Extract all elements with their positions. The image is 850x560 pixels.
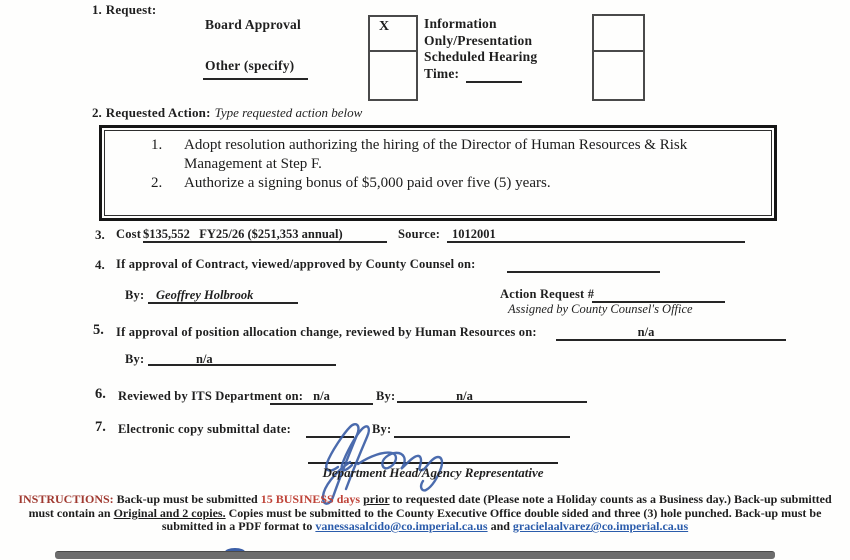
section4-by-label: By: [125,288,145,302]
signature-caption: Department Head/Agency Representative [322,465,544,480]
source-value: 1012001 [447,227,745,243]
action-request-blank [592,287,725,303]
section2-number: 2. [92,105,102,120]
requested-action-box [99,125,777,221]
instructions-prior: prior [363,492,390,506]
action-item-2-number: 2. [151,175,163,191]
requested-action-box-inner [104,130,772,216]
section7-by-label: By: [372,422,392,436]
scheduled-hearing-checkbox [594,52,643,99]
source-label: Source: [398,227,441,241]
instructions-seg2: to requested date (Please note a Holiday counts as a Business day.) Back-up submitted must contain an [28,492,832,520]
information-label-line1: Information [424,16,497,31]
requested-action-list [151,136,751,193]
section7-label: Electronic copy submittal date: [118,422,291,436]
email-link-vanessa[interactable]: vanessasalcido@co.imperial.ca.us [315,519,488,533]
section6-by-value: n/a [397,389,587,403]
action-item-2 [151,174,751,193]
section4-by-value: Geoffrey Holbrook [148,288,298,304]
section4-label: If approval of Contract, viewed/approved by County Counsel on: [116,257,476,271]
cost-label: Cost [116,227,142,241]
section5-by-label: By: [125,352,145,366]
other-checkbox [370,52,416,99]
section2-hint: Type requested action below [214,105,363,120]
section4-number: 4. [95,257,105,272]
email-link-graciela[interactable]: gracielaalvarez@co.imperial.ca.us [512,519,689,533]
section6-label: Reviewed by ITS Department on: [118,389,304,403]
other-specify-label: Other (specify) [205,58,295,73]
request-checkbox-group [368,15,418,101]
section2-heading [92,104,362,122]
action-request-label: Action Request # [500,287,595,301]
assigned-note: Assigned by County Counsel's Office [508,302,693,316]
instructions-seg4: and [487,519,513,533]
scheduled-hearing-label: Scheduled Hearing [424,49,538,64]
section7-number: 7. [95,419,106,435]
instructions-copies: Original and 2 copies. [113,505,226,520]
action-item-1-text: Adopt resolution authorizing the hiring of the Director of Human Resources & Risk Management at Step F. [184,137,688,172]
scan-artifact-table-edge [55,551,775,559]
time-label: Time: [424,65,460,81]
instructions-seg1: Back-up must be submitted [113,492,261,506]
action-item-1-number: 1. [151,137,163,153]
section5-by-value: n/a [148,352,336,366]
checkbox-x-mark: X [379,19,390,34]
section1-heading [92,1,156,19]
board-approval-label: Board Approval [205,17,301,32]
information-only-checkbox [594,16,643,52]
section5-number: 5. [93,322,104,338]
hr-review-date-value: n/a [556,325,786,341]
time-blank [466,66,522,83]
cost-value: $135,552 FY25/26 ($251,353 annual) [143,227,387,243]
county-counsel-date-blank [507,257,660,273]
instructions-label: INSTRUCTIONS: [18,492,114,506]
section1-label: Request: [105,2,157,17]
section6-number: 6. [95,386,106,402]
instructions-block [15,493,835,534]
instructions-seg3: Copies must be submitted to the County Executive Office double sided and three (3) hole punched. Back-up must be submitted in a PDF format to [161,505,822,533]
information-label-line2: Only/Presentation [424,32,533,48]
its-review-date-value: n/a [270,389,373,405]
board-approval-checkbox [370,17,416,52]
section1-number: 1. [92,2,102,17]
other-specify-blank [203,63,308,80]
action-item-1 [151,136,751,174]
secondary-checkbox-group [592,14,645,101]
section3-number: 3. [95,227,105,242]
instructions-highlight: 15 BUSINESS days [260,492,361,506]
action-item-2-text: Authorize a signing bonus of $5,000 paid over five (5) years. [184,175,551,191]
section5-label: If approval of position allocation change, reviewed by Human Resources on: [116,325,537,339]
section6-by-label: By: [376,389,396,403]
section2-label: Requested Action: [105,105,211,120]
